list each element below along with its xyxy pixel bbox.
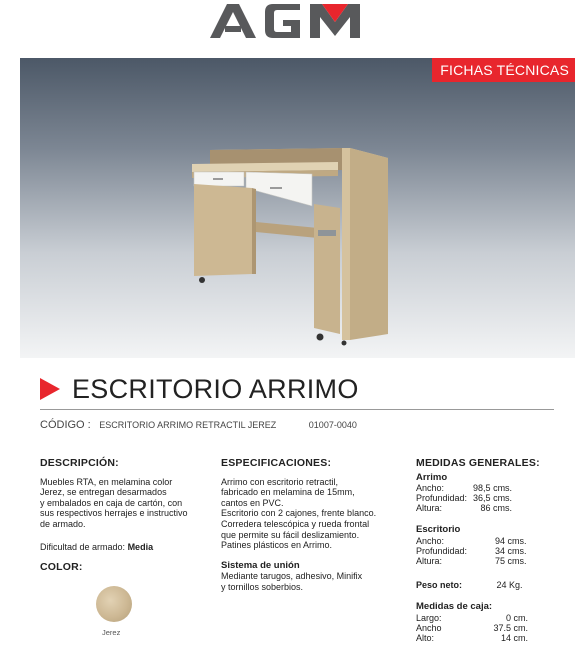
peso-value: 24 Kg.	[496, 579, 523, 590]
code-number: 01007-0040	[308, 420, 357, 430]
measure-label: Alto:	[416, 632, 435, 643]
arrimo-table	[416, 483, 512, 513]
caja-title: Medidas de caja:	[416, 601, 493, 613]
spec-line: que permite su fácil deslizamiento.	[221, 529, 360, 540]
color-heading: COLOR:	[40, 561, 83, 574]
spec-line: Arrimo con escritorio retractil,	[221, 476, 339, 487]
escritorio-table	[416, 536, 527, 566]
measure-row	[416, 493, 512, 503]
desk-illustration	[20, 58, 575, 358]
measure-row	[416, 546, 527, 556]
title-divider	[40, 409, 554, 410]
measure-label: Altura:	[416, 555, 443, 566]
measure-row	[416, 633, 528, 643]
red-arrow-icon	[40, 378, 60, 400]
measure-label: Altura:	[416, 503, 443, 514]
measure-value: 36,5 cms.	[473, 493, 513, 504]
measure-label: Largo:	[416, 612, 442, 623]
difficulty-value: Media	[127, 541, 154, 552]
difficulty-row	[40, 542, 215, 553]
product-code-row	[40, 419, 357, 431]
measure-value: 98,5 cms.	[473, 483, 513, 494]
fichas-tecnicas-badge: FICHAS TÉCNICAS	[432, 58, 575, 82]
agm-logo	[205, 2, 375, 42]
description-section	[40, 458, 215, 581]
measure-label: Ancho:	[416, 535, 445, 546]
measures-section	[416, 458, 546, 643]
specs-section	[221, 458, 401, 593]
measures-heading: MEDIDAS GENERALES:	[416, 457, 540, 469]
measure-value: 34 cms.	[495, 545, 527, 556]
measure-value: 0 cm.	[506, 612, 529, 623]
difficulty-label: Dificultad de armado:	[40, 541, 126, 552]
measure-row	[416, 503, 512, 513]
color-name: Jerez	[102, 628, 121, 637]
measure-value: 37.5 cm.	[493, 622, 529, 633]
measure-row	[416, 483, 512, 493]
code-label: CÓDIGO :	[40, 419, 91, 431]
specs-heading: ESPECIFICACIONES:	[221, 457, 332, 469]
spec-line: fabricado en melamina de 15mm,	[221, 487, 355, 498]
description-line: sus respectivos herrajes e instructivo	[40, 508, 188, 519]
spec-line: Patines plásticos en Arrimo.	[221, 540, 333, 551]
spec-line: Escritorio con 2 cajones, frente blanco.	[221, 508, 377, 519]
measure-row	[416, 556, 527, 566]
color-swatch-jerez	[96, 586, 132, 622]
spec-line: Corredera telescópica y rueda frontal	[221, 518, 370, 529]
description-line: de armado.	[40, 518, 86, 529]
peso-row	[416, 580, 546, 591]
union-line: Mediante tarugos, adhesivo, Minifix	[221, 571, 363, 582]
caja-table	[416, 613, 528, 643]
measure-row	[416, 536, 527, 546]
measure-row	[416, 613, 528, 623]
measure-value: 86 cms.	[480, 503, 513, 514]
description-line: y embalados en caja de cartón, con	[40, 497, 183, 508]
arrimo-title: Arrimo	[416, 471, 448, 483]
description-line: Muebles RTA, en melamina color	[40, 476, 173, 487]
peso-label: Peso neto:	[416, 579, 463, 590]
measure-label: Ancho	[416, 622, 442, 633]
measure-label: Ancho:	[416, 483, 445, 494]
measure-row	[416, 623, 528, 633]
measure-value: 75 cms.	[495, 555, 527, 566]
escritorio-title: Escritorio	[416, 524, 461, 536]
description-line: Jerez, se entregan desarmados	[40, 487, 167, 498]
union-line: y tornillos soberbios.	[221, 581, 304, 592]
code-name: ESCRITORIO ARRIMO RETRACTIL JEREZ	[99, 420, 277, 430]
measure-label: Profundidad:	[416, 545, 468, 556]
union-heading: Sistema de unión	[221, 559, 300, 571]
description-heading: DESCRIPCIÓN:	[40, 457, 119, 469]
measure-label: Profundidad:	[416, 493, 468, 504]
measure-value: 94 cms.	[495, 535, 527, 546]
product-title: ESCRITORIO ARRIMO	[72, 374, 359, 404]
spec-line: cantos en PVC.	[221, 497, 284, 508]
measure-value: 14 cm.	[501, 632, 529, 643]
product-hero	[20, 58, 575, 358]
